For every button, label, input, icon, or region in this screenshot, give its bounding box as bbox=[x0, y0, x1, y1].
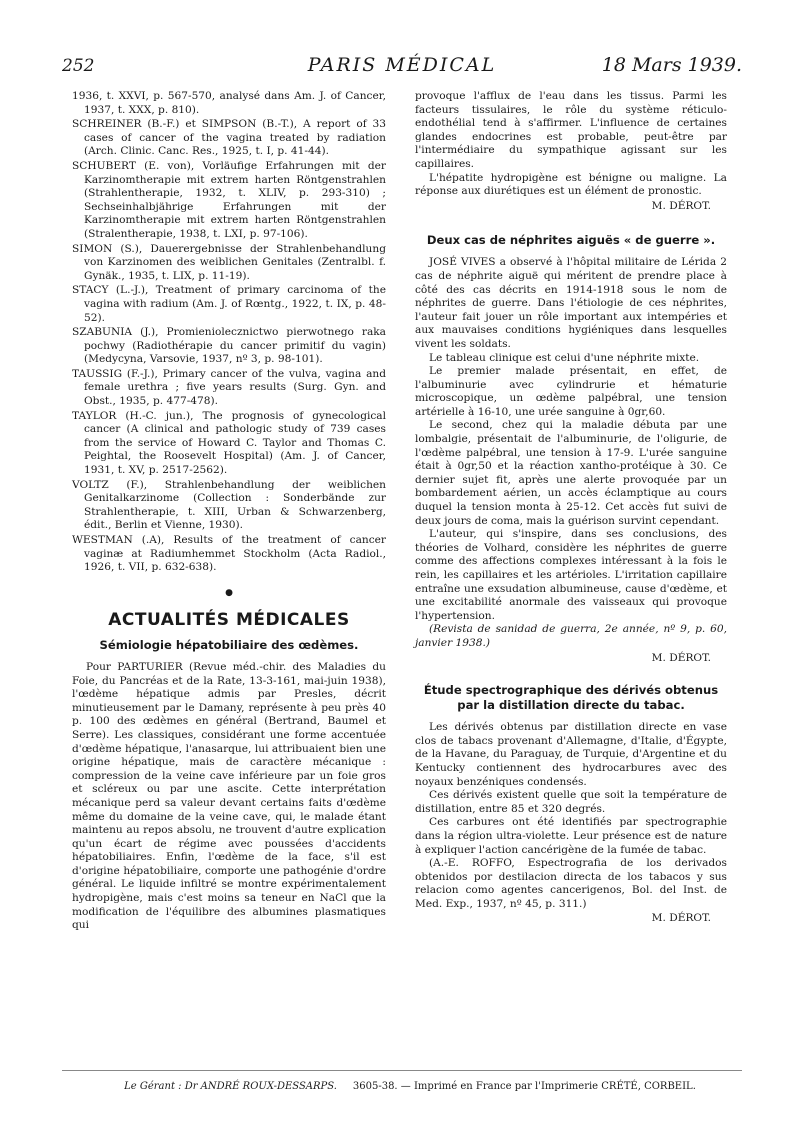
article-paragraph: L'hépatite hydropigène est bénigne ou maligne. La réponse aux diurétiques est un élément de pronostic. bbox=[415, 171, 727, 198]
article-paragraph: Le second, chez qui la maladie débuta par une lombalgie, présentait de l'albuminurie, de l'oligurie, de l'œdème palpébral, une tension à 17-9. L'urée sanguine était à 0gr,50 et la réaction xantho-protéique à 30. Ce dernier sujet fit, après une alerte provoquée par un bombardement aérien, un accès éclamptique au cours duquel la tension monta à 25-12. Cet accès fut suivi de deux jours de coma, mais la guérison survint cependant. bbox=[415, 419, 727, 527]
issue-date: 18 Mars 1939. bbox=[601, 54, 742, 76]
article-paragraph: L'auteur, qui s'inspire, dans ses conclusions, des théories de Volhard, considère les néphrites de guerre comme des affections complexes intéressant à la fois le rein, les capillaires et les artérioles. L'irritation capillaire entraîne une exsudation albumineuse, cause d'œdème, et une excitabilité anormale des vaisseaux qui provoque l'hypertension. bbox=[415, 528, 727, 622]
page-footer bbox=[90, 1081, 730, 1092]
article-paragraph: Pour PARTURIER (Revue méd.-chir. des Maladies du Foie, du Pancréas et de la Rate, 13-3-161, mai-juin 1938), l'œdème hépatique admis par Presles, décrit minutieusement par le Damany, représente à peu près 40 p. 100 des œdèmes en général (Bertrand, Baumel et Serre). Les classiques, considérant une forme accentuée d'œdème hépatique, l'anasarque, lui attribuaient bien une origine hépatique, mais de caractère mécanique : compression de la veine cave inférieure par un foie gros et scléreux ou par une ascite. Cette interprétation mécanique perd sa valeur devant certains faits d'œdème même du domaine de la veine cave, qui, le malade étant maintenu au repos absolu, ne trouvent d'autre explication qu'un écart de régime avec poussées d'accidents hépatobiliaires. Enfin, l'œdème de la face, s'il est d'origine hépatobiliaire, comporte une pathogénie d'ordre général. Le liquide infiltré se montre expérimentalement hydropigène, mais c'est moins sa teneur en NaCl que la modification de l'équilibre des albumines plasmatiques qui bbox=[72, 660, 386, 932]
article-paragraph: Les dérivés obtenus par distillation directe en vase clos de tabacs provenant d'Allemagne, d'Italie, d'Égypte, de la Havane, du Paraguay, de Turquie, d'Argentine et du Kentucky contiennent des hydrocarbures avec des noyaux benzéniques condensés. bbox=[415, 721, 727, 788]
running-header bbox=[62, 54, 742, 80]
reference-item: SIMON (S.), Dauerergebnisse der Strahlenbehandlung von Karzinomen des weiblichen Genitales (Zentralbl. f. Gynäk., 1935, t. LIX, p. 11-19). bbox=[72, 242, 386, 282]
reference-list bbox=[72, 90, 386, 575]
reference-item: SCHUBERT (E. von), Vorläufige Erfahrungen mit der Karzinomtherapie mit extrem harten Röntgenstrahlen (Strahlentherapie, 1932, t. XLIV, p. 293-310) ; Sechseinhalbjährige Erfahrungen mit der Karzinomtherapie mit extrem harten Röntgenstrahlen (Stralentherapie, 1938, t. LXI, p. 97-106). bbox=[72, 159, 386, 240]
footer-printer: 3605-38. — Imprimé en France par l'Imprimerie CRÉTÉ, CORBEIL. bbox=[352, 1081, 696, 1092]
article-reference: (A.-E. ROFFO, Espectrografia de los derivados obtenidos por destilacion directa de los tabacos y sus relacion como agentes cancerigenos, Bol. del Inst. de Med. Exp., 1937, nº 45, p. 311.) bbox=[415, 857, 727, 910]
left-column bbox=[72, 90, 386, 933]
separator-dot: ● bbox=[225, 587, 233, 598]
signature: M. DÉROT. bbox=[651, 912, 711, 925]
article-paragraph: JOSÉ VIVES a observé à l'hôpital militaire de Lérida 2 cas de néphrite aiguë qui méritent de prendre place à côté des cas décrits en 1914-1918 sous le nom de néphrites de guerre. Dans l'étiologie de ces néphrites, l'auteur fait jouer un rôle important aux intempéries et aux mauvaises conditions hygiéniques dans lesquelles vivent les soldats. bbox=[415, 256, 727, 350]
journal-title: PARIS MÉDICAL bbox=[307, 54, 497, 76]
article-reference: (Revista de sanidad de guerra, 2e année, nº 9, p. 60, janvier 1938.) bbox=[415, 623, 727, 649]
article-paragraph: Ces carbures ont été identifiés par spectrographie dans la région ultra-violette. Leur présence est de nature à expliquer l'action cancérigène de la fumée de tabac. bbox=[415, 816, 727, 856]
reference-item: 1936, t. XXVI, p. 567-570, analysé dans Am. J. of Cancer, 1937, t. XXX, p. 810). bbox=[72, 90, 386, 116]
article-paragraph: Le premier malade présentait, en effet, de l'albuminurie avec cylindrurie et hématurie microscopique, un œdème palpébral, une tension artérielle à 16-10, une urée sanguine à 0gr,60. bbox=[415, 365, 727, 418]
article-title: Sémiologie hépatobiliaire des œdèmes. bbox=[99, 637, 359, 652]
reference-item: STACY (L.-J.), Treatment of primary carcinoma of the vagina with radium (Am. J. of Rœntg., 1922, t. IX, p. 48-52). bbox=[72, 284, 386, 324]
signature: M. DÉROT. bbox=[651, 651, 711, 664]
article-paragraph: Ces dérivés existent quelle que soit la température de distillation, entre 85 et 320 degrés. bbox=[415, 789, 727, 815]
footer-divider bbox=[62, 1070, 742, 1071]
reference-item: TAYLOR (H.-C. jun.), The prognosis of gynecological cancer (A clinical and pathologic study of 739 cases from the service of Howard C. Taylor and Thomas C. Peightal, the Roosevelt Hospital) (Am. J. of Cancer, 1931, t. XV, p. 2517-2562). bbox=[72, 409, 386, 477]
reference-item: SCHREINER (B.-F.) et SIMPSON (B.-T.), A report of 33 cases of cancer of the vagina treated by radiation (Arch. Clinic. Canc. Res., 1925, t. I, p. 41-44). bbox=[72, 118, 386, 158]
article-title: Deux cas de néphrites aiguës « de guerre ». bbox=[426, 233, 716, 248]
reference-item: TAUSSIG (F.-J.), Primary cancer of the vulva, vagina and female urethra ; five years results (Surg. Gyn. and Obst., 1935, p. 477-478). bbox=[72, 367, 386, 408]
article-title: Étude spectrographique des dérivés obtenus par la distillation directe du tabac. bbox=[423, 683, 719, 713]
right-column bbox=[415, 90, 727, 926]
page-number: 252 bbox=[62, 56, 95, 76]
section-heading: ACTUALITÉS MÉDICALES bbox=[108, 610, 350, 631]
reference-item: WESTMAN (.A), Results of the treatment of cancer vaginæ at Radiumhemmet Stockholm (Acta Radiol., 1926, t. VII, p. 632-638). bbox=[72, 534, 386, 574]
reference-item: SZABUNIA (J.), Promieniolecznictwo pierwotnego raka pochwy (Radiothérapie du cancer primitif du vagin) (Medycyna, Varsovie, 1937, nº 3, p. 98-101). bbox=[72, 326, 386, 366]
article-paragraph: provoque l'afflux de l'eau dans les tissus. Parmi les facteurs tissulaires, le rôle du système réticulo-endothélial tend à s'affirmer. L'influence de certaines glandes endocrines est probable, peut-être par l'intermédiaire du sympathique agissant sur les capillaires. bbox=[415, 90, 727, 170]
footer-gerant: Le Gérant : Dr ANDRÉ ROUX-DESSARPS. bbox=[124, 1081, 337, 1092]
article-paragraph: Le tableau clinique est celui d'une néphrite mixte. bbox=[429, 351, 700, 364]
reference-item: VOLTZ (F.), Strahlenbehandlung der weiblichen Genitalkarzinome (Collection : Sonderbände zur Strahlentherapie, t. XIII, Urban & Schwarzenberg, édit., Berlin et Vienne, 1930). bbox=[72, 478, 386, 532]
signature: M. DÉROT. bbox=[651, 199, 711, 212]
